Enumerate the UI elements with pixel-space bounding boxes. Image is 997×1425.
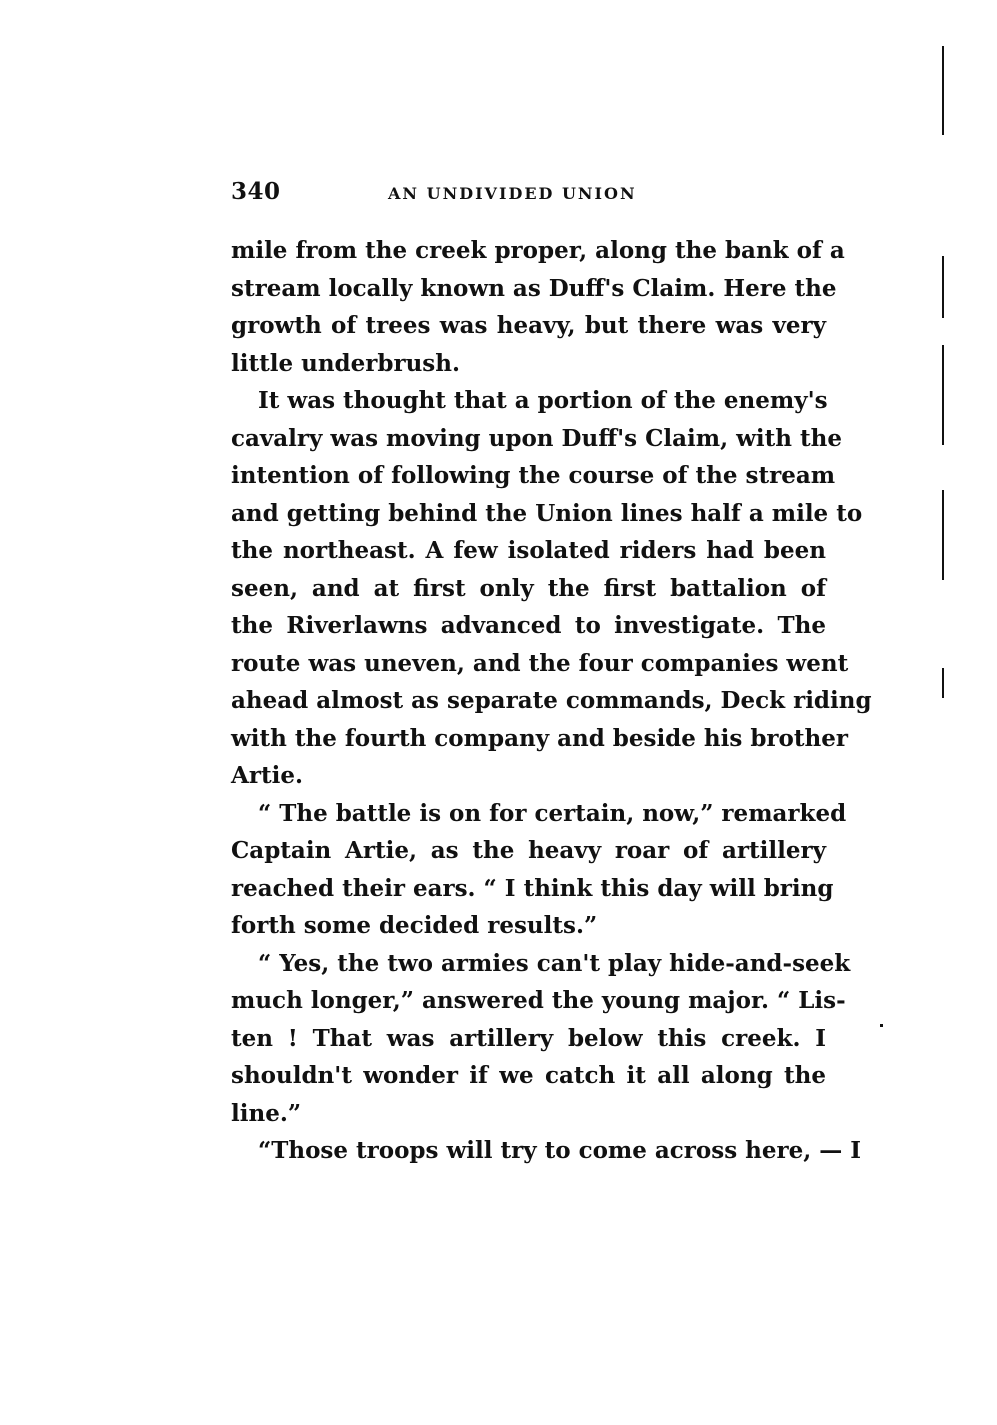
scan-edge-mark <box>942 46 944 135</box>
text-line: ten ! That was artillery below this creek. I <box>231 1025 826 1052</box>
page-number: 340 <box>231 178 281 205</box>
page-header <box>231 178 831 214</box>
text-line: stream locally known as Duff's Claim. Here the <box>231 275 837 302</box>
text-line: Artie. <box>231 762 303 789</box>
text-line: Captain Artie, as the heavy roar of artillery <box>231 837 826 864</box>
scan-edge-mark <box>942 490 944 580</box>
text-line: growth of trees was heavy, but there was very <box>231 312 826 339</box>
scan-edge-mark <box>942 345 944 445</box>
text-line: little underbrush. <box>231 350 460 377</box>
text-line: and getting behind the Union lines half a mile to <box>231 500 863 527</box>
text-line: “ The battle is on for certain, now,” remarked <box>258 800 847 827</box>
text-line: intention of following the course of the stream <box>231 462 836 489</box>
text-line: the northeast. A few isolated riders had been <box>231 537 826 564</box>
text-line: the Riverlawns advanced to investigate. The <box>231 612 826 639</box>
scan-speck <box>880 1024 883 1027</box>
scan-edge-mark <box>942 256 944 318</box>
running-head: AN UNDIVIDED UNION <box>388 184 637 203</box>
text-line: “ Yes, the two armies can't play hide-and-seek <box>258 950 851 977</box>
text-line: mile from the creek proper, along the bank of a <box>231 237 845 264</box>
text-line: reached their ears. “ I think this day will bring <box>231 875 834 902</box>
text-line: forth some decided results.” <box>231 912 598 939</box>
scan-edge-mark <box>942 668 944 698</box>
text-line: shouldn't wonder if we catch it all along the <box>231 1062 826 1089</box>
text-line: “Those troops will try to come across here, — I <box>258 1137 862 1164</box>
text-line: ahead almost as separate commands, Deck riding <box>231 687 872 714</box>
text-line: It was thought that a portion of the enemy's <box>258 387 828 414</box>
text-line: seen, and at first only the first battalion of <box>231 575 826 602</box>
text-line: with the fourth company and beside his brother <box>231 725 848 752</box>
text-line: route was uneven, and the four companies went <box>231 650 849 677</box>
text-line: cavalry was moving upon Duff's Claim, with the <box>231 425 842 452</box>
text-line: much longer,” answered the young major. “ Lis- <box>231 987 846 1014</box>
text-line: line.” <box>231 1100 302 1127</box>
